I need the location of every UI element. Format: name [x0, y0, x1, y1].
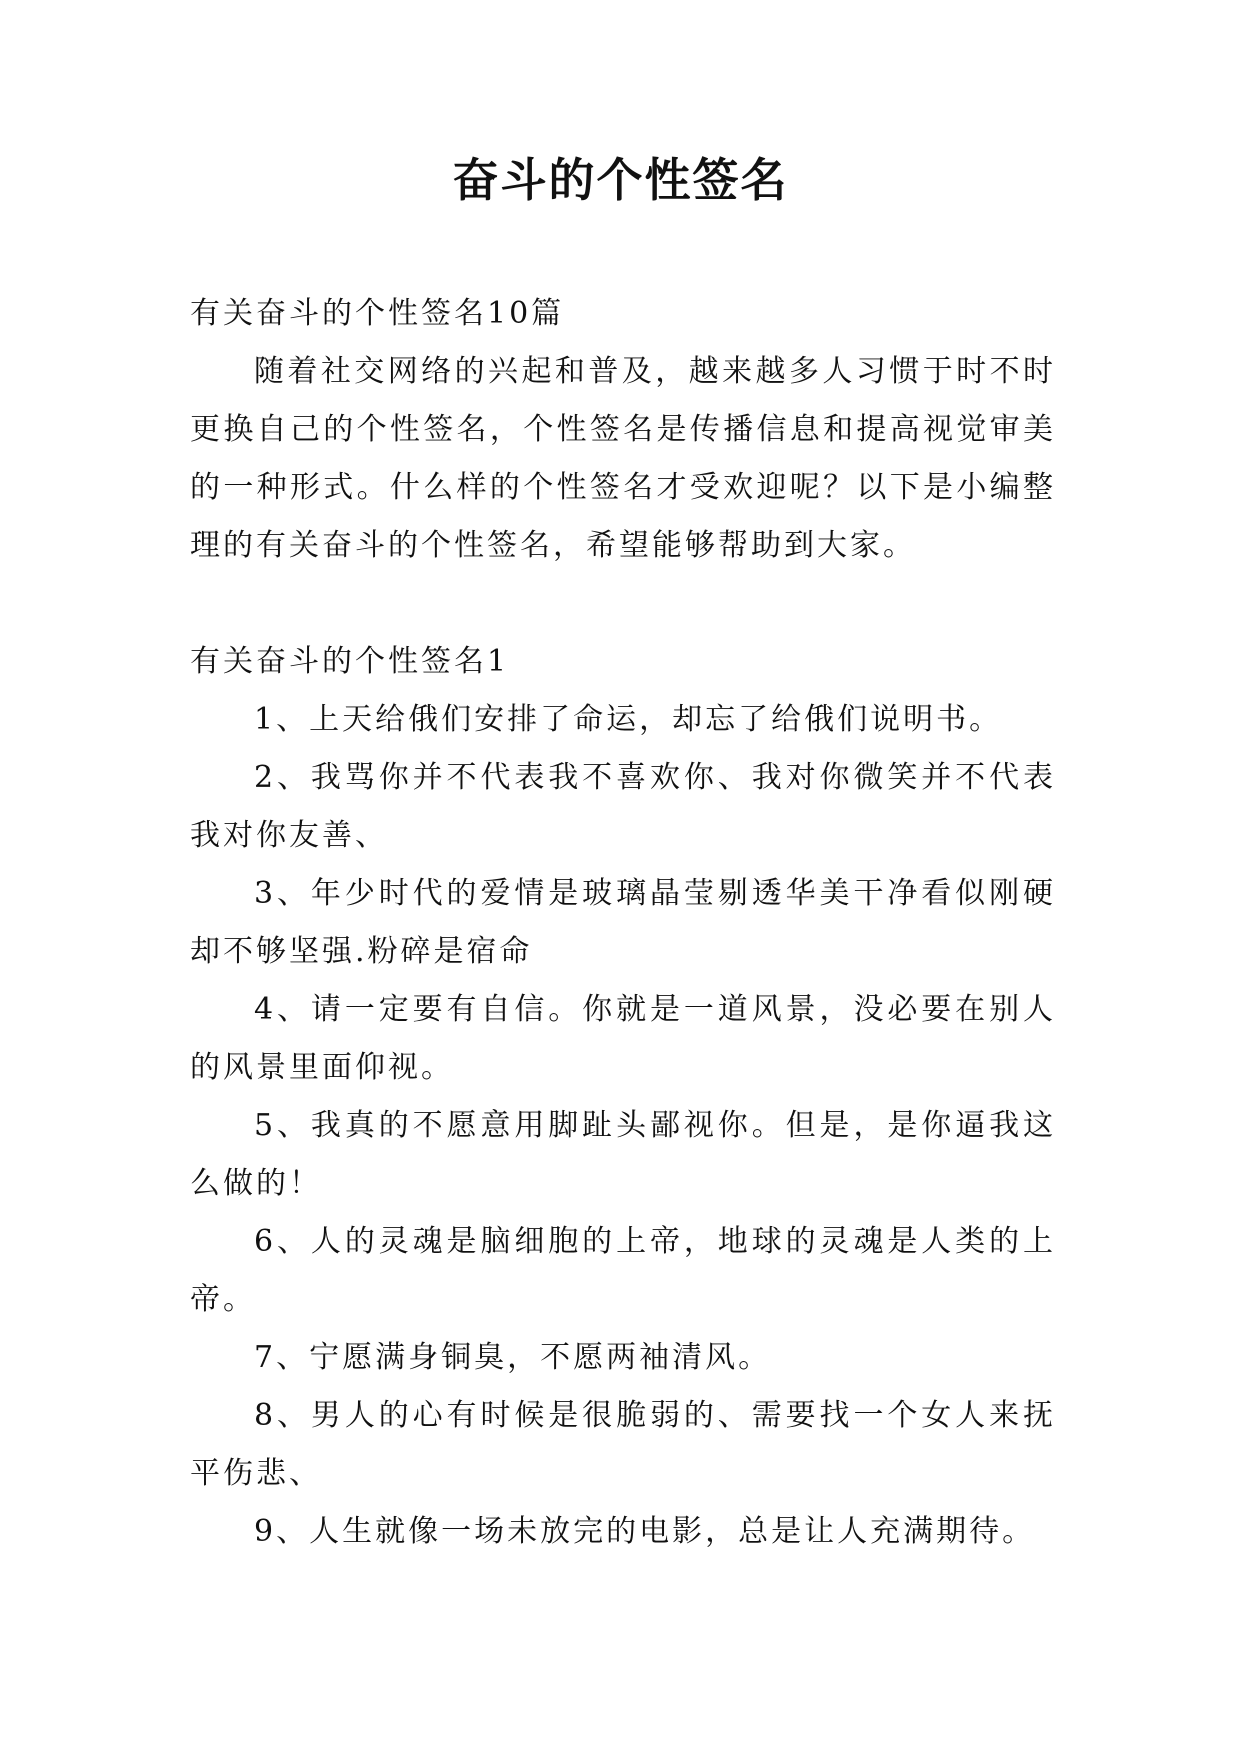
list-item: 6、人的灵魂是脑细胞的上帝，地球的灵魂是人类的上帝。 — [190, 1224, 1056, 1317]
list-item: 5、我真的不愿意用脚趾头鄙视你。但是，是你逼我这么做的！ — [190, 1108, 1056, 1201]
section-heading-1: 有关奋斗的个性签名1 — [190, 644, 510, 679]
list-item: 7、宁愿满身铜臭，不愿两袖清风。 — [254, 1340, 772, 1375]
list-item: 4、请一定要有自信。你就是一道风景，没必要在别人的风景里面仰视。 — [190, 992, 1056, 1085]
list-item: 8、男人的心有时候是很脆弱的、需要找一个女人来抚平伤悲、 — [190, 1398, 1056, 1491]
document-body — [190, 285, 1056, 1561]
list-item: 1、上天给俄们安排了命运，却忘了给俄们说明书。 — [254, 702, 1003, 737]
list-item: 3、年少时代的爱情是玻璃晶莹剔透华美干净看似刚硬却不够坚强.粉碎是宿命 — [190, 876, 1056, 969]
intro-heading: 有关奋斗的个性签名10篇 — [190, 296, 565, 331]
list-item: 2、我骂你并不代表我不喜欢你、我对你微笑并不代表我对你友善、 — [190, 760, 1056, 853]
document-title: 奋斗的个性签名 — [452, 153, 789, 207]
intro-paragraph: 随着社交网络的兴起和普及，越来越多人习惯于时不时更换自己的个性签名，个性签名是传播信息和提高视觉审美的一种形式。什么样的个性签名才受欢迎呢？以下是小编整理的有关奋斗的个性签名，希望能够帮助到大家。 — [190, 354, 1056, 563]
list-item: 9、人生就像一场未放完的电影，总是让人充满期待。 — [254, 1514, 1036, 1549]
section-spacer — [190, 575, 1056, 633]
